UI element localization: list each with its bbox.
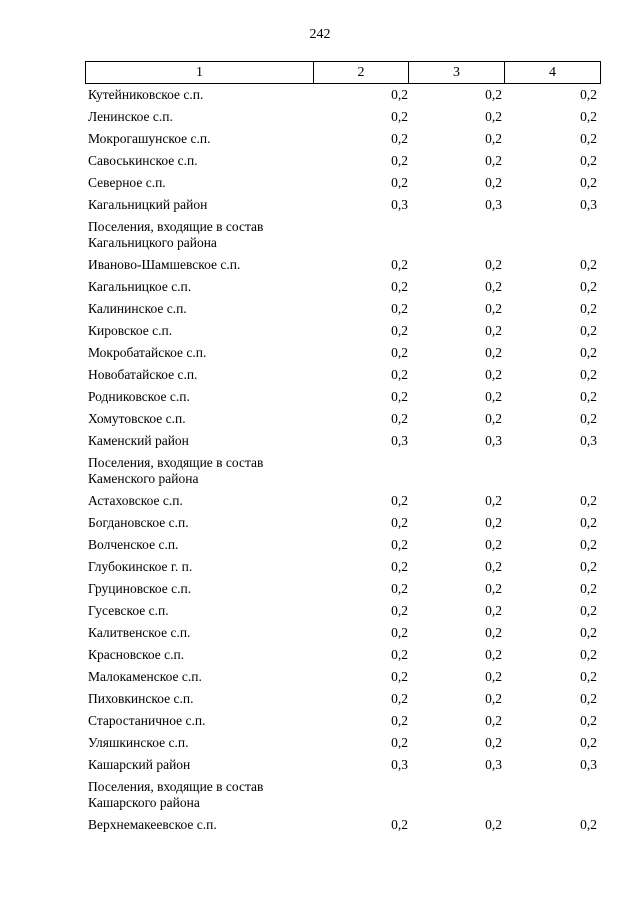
row-name: Хомутовское с.п. [88,411,186,426]
row-value-col-4: 0,2 [580,131,597,146]
row-value-col-3: 0,2 [485,411,502,426]
row-value-col-3: 0,2 [485,279,502,294]
row-value-col-3: 0,2 [485,691,502,706]
row-value-col-2: 0,2 [391,131,408,146]
row-value-col-3: 0,2 [485,367,502,382]
row-value-col-3: 0,3 [485,433,502,448]
table-row [85,556,600,578]
table-row [85,622,600,644]
row-value-col-3: 0,2 [485,175,502,190]
row-value-col-3: 0,3 [485,197,502,212]
row-value-col-3: 0,2 [485,817,502,832]
row-value-col-4: 0,2 [580,301,597,316]
table-row [85,408,600,430]
table-row [85,276,600,298]
row-value-col-4: 0,2 [580,367,597,382]
row-value-col-4: 0,2 [580,153,597,168]
row-value-col-4: 0,2 [580,691,597,706]
table-row [85,364,600,386]
table-row [85,490,600,512]
row-value-col-2: 0,2 [391,345,408,360]
row-value-col-4: 0,2 [580,581,597,596]
table-row [85,710,600,732]
row-name: Кашарский район [88,757,191,772]
row-value-col-4: 0,2 [580,537,597,552]
row-value-col-2: 0,2 [391,691,408,706]
row-value-col-3: 0,2 [485,323,502,338]
table-row [85,776,600,814]
row-name: Старостаничное с.п. [88,713,206,728]
row-value-col-4: 0,2 [580,411,597,426]
row-value-col-2: 0,3 [391,757,408,772]
table-row [85,342,600,364]
row-value-col-4: 0,2 [580,735,597,750]
row-value-col-3: 0,2 [485,109,502,124]
row-value-col-3: 0,2 [485,603,502,618]
table-row [85,534,600,556]
row-name: Поселения, входящие в состав Каменского района [88,455,264,486]
table-row [85,452,600,490]
table-row [85,172,600,194]
row-value-col-2: 0,2 [391,581,408,596]
row-value-col-3: 0,2 [485,559,502,574]
row-value-col-4: 0,2 [580,559,597,574]
row-value-col-3: 0,2 [485,647,502,662]
row-name: Мокрогашунское с.п. [88,131,211,146]
row-name: Богдановское с.п. [88,515,189,530]
row-name: Калининское с.п. [88,301,187,316]
row-value-col-4: 0,2 [580,647,597,662]
row-name: Новобатайское с.п. [88,367,198,382]
row-name: Ленинское с.п. [88,109,173,124]
row-value-col-4: 0,3 [580,433,597,448]
table-row [85,600,600,622]
row-name: Верхнемакеевское с.п. [88,817,217,832]
row-name: Пиховкинское с.п. [88,691,194,706]
row-value-col-3: 0,2 [485,735,502,750]
row-name: Каменский район [88,433,189,448]
row-value-col-3: 0,2 [485,669,502,684]
table-row [85,106,600,128]
row-value-col-2: 0,2 [391,537,408,552]
row-value-col-2: 0,3 [391,433,408,448]
row-value-col-4: 0,2 [580,279,597,294]
row-value-col-3: 0,2 [485,345,502,360]
row-name: Кагальницкий район [88,197,208,212]
row-value-col-2: 0,2 [391,735,408,750]
table-row [85,688,600,710]
row-name: Астаховское с.п. [88,493,183,508]
header-row [86,62,601,84]
table-row [85,430,600,452]
row-name: Иваново-Шамшевское с.п. [88,257,241,272]
row-name: Савоськинское с.п. [88,153,198,168]
row-name: Гусевское с.п. [88,603,169,618]
table-row [85,128,600,150]
row-value-col-4: 0,2 [580,669,597,684]
table-row [85,578,600,600]
row-value-col-3: 0,2 [485,713,502,728]
row-value-col-4: 0,2 [580,625,597,640]
table-row [85,386,600,408]
row-name: Кутейниковское с.п. [88,87,204,102]
row-value-col-3: 0,2 [485,87,502,102]
row-value-col-2: 0,2 [391,279,408,294]
row-value-col-4: 0,2 [580,603,597,618]
row-value-col-4: 0,2 [580,345,597,360]
row-value-col-2: 0,2 [391,367,408,382]
row-value-col-2: 0,2 [391,257,408,272]
row-value-col-4: 0,2 [580,87,597,102]
row-name: Волченское с.п. [88,537,179,552]
row-value-col-4: 0,2 [580,515,597,530]
row-name: Мокробатайское с.п. [88,345,207,360]
header-col-3: 3 [409,62,505,84]
row-value-col-4: 0,2 [580,389,597,404]
row-name: Глубокинское г. п. [88,559,193,574]
row-value-col-4: 0,2 [580,713,597,728]
row-value-col-2: 0,2 [391,625,408,640]
page-number: 242 [309,27,331,42]
table-row [85,194,600,216]
table-body [85,84,600,836]
row-value-col-2: 0,2 [391,175,408,190]
row-value-col-4: 0,2 [580,323,597,338]
row-name: Поселения, входящие в состав Кагальницкого района [88,219,264,250]
row-value-col-2: 0,2 [391,493,408,508]
row-value-col-3: 0,2 [485,537,502,552]
table-row [85,512,600,534]
row-value-col-3: 0,2 [485,515,502,530]
row-name: Калитвенское с.п. [88,625,191,640]
row-value-col-4: 0,2 [580,493,597,508]
row-value-col-3: 0,2 [485,389,502,404]
row-value-col-2: 0,2 [391,817,408,832]
header-col-1: 1 [86,62,314,84]
row-name: Уляшкинское с.п. [88,735,189,750]
table-row [85,644,600,666]
row-value-col-2: 0,2 [391,647,408,662]
table-row [85,298,600,320]
row-value-col-3: 0,2 [485,581,502,596]
row-name: Поселения, входящие в состав Кашарского района [88,779,264,810]
row-value-col-4: 0,3 [580,757,597,772]
table-row [85,216,600,254]
row-name: Родниковское с.п. [88,389,190,404]
header-col-2: 2 [314,62,409,84]
row-value-col-4: 0,2 [580,817,597,832]
row-value-col-2: 0,2 [391,389,408,404]
table-row [85,150,600,172]
table-header [85,61,601,84]
row-value-col-2: 0,2 [391,411,408,426]
row-value-col-3: 0,2 [485,493,502,508]
row-name: Груциновское с.п. [88,581,192,596]
row-value-col-3: 0,2 [485,131,502,146]
table-row [85,320,600,342]
row-name: Северное с.п. [88,175,166,190]
row-value-col-2: 0,2 [391,87,408,102]
row-name: Кагальницкое с.п. [88,279,192,294]
table-row [85,666,600,688]
row-value-col-3: 0,2 [485,625,502,640]
row-value-col-2: 0,2 [391,603,408,618]
row-value-col-2: 0,2 [391,669,408,684]
row-name: Кировское с.п. [88,323,173,338]
row-value-col-2: 0,2 [391,153,408,168]
row-value-col-4: 0,2 [580,109,597,124]
row-value-col-4: 0,2 [580,257,597,272]
header-col-4: 4 [505,62,601,84]
row-value-col-4: 0,2 [580,175,597,190]
row-value-col-2: 0,3 [391,197,408,212]
table-row [85,84,600,106]
row-value-col-2: 0,2 [391,301,408,316]
table-row [85,254,600,276]
row-value-col-3: 0,2 [485,257,502,272]
table-row [85,814,600,836]
row-value-col-2: 0,2 [391,323,408,338]
row-value-col-3: 0,2 [485,301,502,316]
row-value-col-2: 0,2 [391,713,408,728]
row-name: Малокаменское с.п. [88,669,202,684]
row-value-col-3: 0,2 [485,153,502,168]
row-value-col-4: 0,3 [580,197,597,212]
table-row [85,732,600,754]
row-name: Красновское с.п. [88,647,185,662]
table-row [85,754,600,776]
row-value-col-3: 0,3 [485,757,502,772]
row-value-col-2: 0,2 [391,515,408,530]
row-value-col-2: 0,2 [391,559,408,574]
row-value-col-2: 0,2 [391,109,408,124]
